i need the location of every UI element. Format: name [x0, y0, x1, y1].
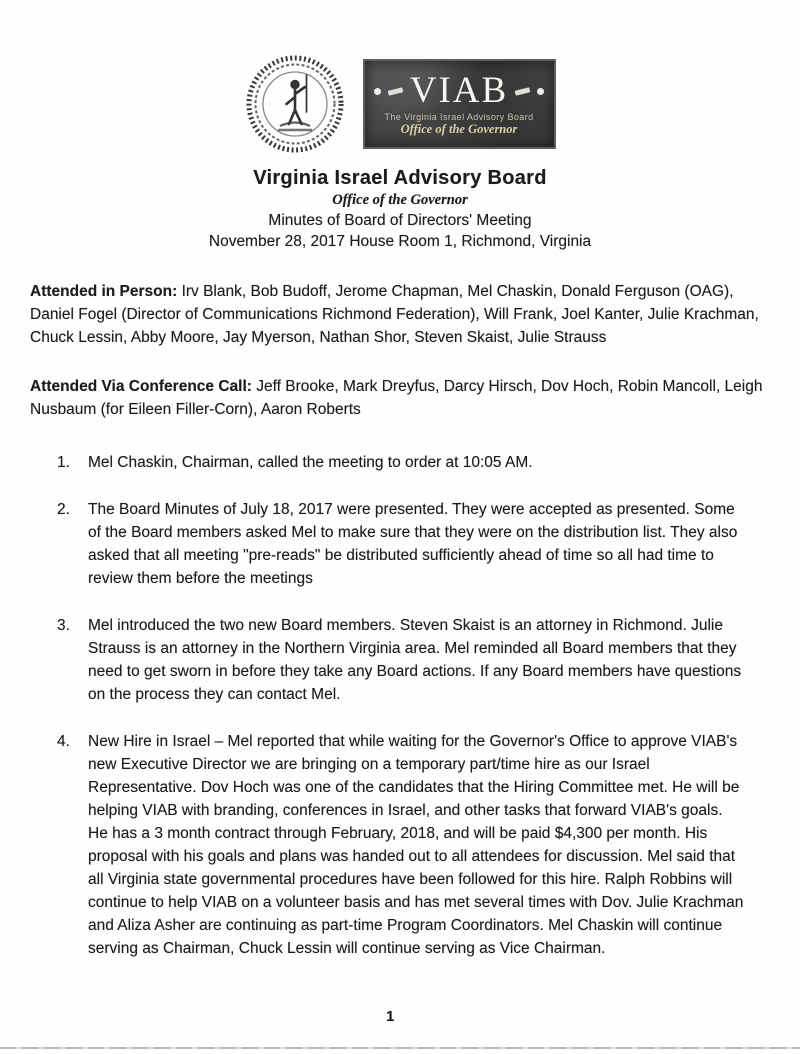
- doc-type-line: Minutes of Board of Directors' Meeting: [268, 212, 532, 229]
- plaque-left-dot-icon: [374, 88, 381, 95]
- minute-item-2-number: 2.: [57, 501, 70, 518]
- viab-logo-subtitle: The Virginia Israel Advisory Board: [384, 112, 534, 122]
- viab-logo-acronym: VIAB: [409, 70, 509, 111]
- scan-bottom-edge-line: [0, 1047, 800, 1049]
- attendance-conference-call: [30, 375, 770, 421]
- attendance-in-person-names: Irv Blank, Bob Budoff, Jerome Chapman, Mel Chaskin, Donald Ferguson (OAG), Daniel Fogel (Director of Communications Richmond Federation), Will Frank, Joel Kanter, Julie Krachman, Chuck Lessin, Abby Moore, Jay Myerson, Nathan Shor, Steven Skaist, Julie Strauss: [30, 283, 759, 346]
- page-number: 1: [386, 1008, 395, 1025]
- minute-item-1: [57, 451, 800, 474]
- minute-item-3-text: Mel introduced the two new Board members. Steven Skaist is an attorney in Richmond. Julie Strauss is an attorney in the Northern Virginia area. Mel reminded all Board members that they need to get sworn in before they take any Board actions. If any Board members have questions on the process they can contact Mel.: [88, 617, 742, 703]
- minute-item-3-number: 3.: [57, 617, 70, 634]
- minute-item-4-text: New Hire in Israel – Mel reported that while waiting for the Governor's Office to approve VIAB's new Executive Director we are bringing on a temporary part/time hire as our Israel Representative. Dov Hoch was one of the candidates that the Hiring Committee met. He will be helping VIAB with branding, conferences in Israel, and other tasks that forward VIAB's goals. He has a 3 month contract through February, 2018, and will be paid $4,300 per month. His proposal with his goals and plans was handed out to all attendees for discussion. Mel said that all Virginia state governmental procedures have been followed for this hire. Ralph Robbins will continue to help VIAB on a volunteer basis and has met several times with Dov. Julie Krachman and Aliza Asher are continuing as part-time Program Coordinators. Mel Chaskin will continue serving as Chairman, Chuck Lessin will continue serving as Vice Chairman.: [88, 733, 744, 957]
- title-block: [0, 167, 800, 251]
- minute-item-4-number: 4.: [57, 733, 70, 750]
- minute-item-1-text: Mel Chaskin, Chairman, called the meeting to order at 10:05 AM.: [88, 454, 533, 471]
- attendance-in-person: [30, 280, 770, 349]
- minute-item-1-number: 1.: [57, 454, 70, 471]
- attendance-conference-call-label: Attended Via Conference Call:: [30, 378, 252, 395]
- minute-item-3: [57, 614, 800, 706]
- minute-item-4: [57, 730, 800, 960]
- attendance-conference-call-names: Jeff Brooke, Mark Dreyfus, Darcy Hirsch, Dov Hoch, Robin Mancoll, Leigh Nusbaum (for Eileen Filler-Corn), Aaron Roberts: [30, 378, 763, 418]
- virginia-seal-icon: [245, 54, 345, 154]
- minute-item-2: [57, 498, 800, 590]
- date-location-line: November 28, 2017 House Room 1, Richmond, Virginia: [208, 233, 592, 250]
- minutes-list: [57, 451, 800, 960]
- viab-logo-tagline: Office of the Governor: [400, 122, 518, 136]
- minute-item-2-text: The Board Minutes of July 18, 2017 were presented. They were accepted as presented. Some of the Board members asked Mel to make sure that they were on the distribution list. They also asked that all meeting "pre-reads" be distributed sufficiently ahead of time so all had time to review them before the meetings: [88, 501, 738, 587]
- plaque-right-bar-icon: [515, 87, 531, 95]
- viab-logo-plaque: [363, 59, 556, 149]
- plaque-right-dot-icon: [537, 88, 544, 95]
- attendance-in-person-label: Attended in Person:: [30, 283, 178, 300]
- page-title: Virginia Israel Advisory Board: [253, 167, 547, 189]
- org-subtitle: Office of the Governor: [332, 192, 468, 208]
- plaque-left-bar-icon: [387, 87, 403, 95]
- header-logos: [0, 0, 800, 154]
